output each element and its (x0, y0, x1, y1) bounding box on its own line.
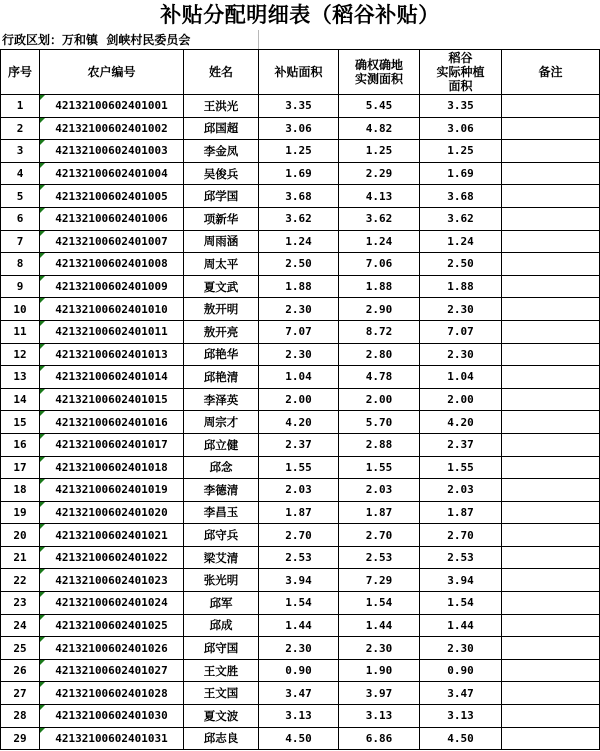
cell-remark (502, 411, 600, 434)
table-row (1, 117, 600, 140)
cell-planted-area: 2.30 (420, 298, 502, 321)
cell-confirmed-area: 2.53 (339, 546, 420, 569)
cell-planted-area: 1.44 (420, 614, 502, 637)
cell-farmer-id: 42132100602401008 (40, 253, 184, 276)
cell-confirmed-area: 1.25 (339, 140, 420, 163)
cell-subsidy-area: 2.70 (259, 524, 339, 547)
cell-seq: 4 (1, 162, 40, 185)
cell-remark (502, 659, 600, 682)
header-seq: 序号 (1, 50, 40, 95)
cell-remark (502, 207, 600, 230)
cell-remark (502, 546, 600, 569)
cell-subsidy-area: 0.90 (259, 659, 339, 682)
cell-remark (502, 95, 600, 118)
cell-remark (502, 117, 600, 140)
table-row (1, 433, 600, 456)
cell-planted-area: 1.25 (420, 140, 502, 163)
table-row (1, 637, 600, 660)
table-row (1, 366, 600, 389)
cell-name: 吴俊兵 (184, 162, 259, 185)
cell-seq: 16 (1, 433, 40, 456)
cell-subsidy-area: 1.69 (259, 162, 339, 185)
header-divider (258, 30, 259, 49)
cell-farmer-id: 42132100602401002 (40, 117, 184, 140)
cell-planted-area: 2.53 (420, 546, 502, 569)
cell-seq: 1 (1, 95, 40, 118)
cell-farmer-id: 42132100602401019 (40, 479, 184, 502)
cell-farmer-id: 42132100602401013 (40, 343, 184, 366)
header-planted-area-line2: 实际种植 (436, 65, 485, 79)
cell-subsidy-area: 3.94 (259, 569, 339, 592)
cell-farmer-id: 42132100602401022 (40, 546, 184, 569)
cell-confirmed-area: 7.06 (339, 253, 420, 276)
cell-farmer-id: 42132100602401028 (40, 682, 184, 705)
cell-seq: 8 (1, 253, 40, 276)
cell-subsidy-area: 2.30 (259, 637, 339, 660)
cell-confirmed-area: 4.82 (339, 117, 420, 140)
header-remark: 备注 (502, 50, 600, 95)
cell-farmer-id: 42132100602401026 (40, 637, 184, 660)
cell-confirmed-area: 1.90 (339, 659, 420, 682)
cell-subsidy-area: 3.06 (259, 117, 339, 140)
cell-seq: 24 (1, 614, 40, 637)
cell-seq: 20 (1, 524, 40, 547)
cell-confirmed-area: 2.88 (339, 433, 420, 456)
cell-farmer-id: 42132100602401010 (40, 298, 184, 321)
cell-farmer-id: 42132100602401016 (40, 411, 184, 434)
cell-name: 邱立健 (184, 433, 259, 456)
cell-name: 王文国 (184, 682, 259, 705)
cell-remark (502, 501, 600, 524)
cell-subsidy-area: 2.00 (259, 388, 339, 411)
cell-planted-area: 1.88 (420, 275, 502, 298)
cell-subsidy-area: 3.62 (259, 207, 339, 230)
cell-remark (502, 433, 600, 456)
cell-planted-area: 3.68 (420, 185, 502, 208)
cell-name: 周宗才 (184, 411, 259, 434)
cell-farmer-id: 42132100602401020 (40, 501, 184, 524)
table-row (1, 727, 600, 750)
header-planted-area-line1: 稻谷 (448, 51, 473, 65)
cell-farmer-id: 42132100602401005 (40, 185, 184, 208)
cell-planted-area: 1.87 (420, 501, 502, 524)
cell-seq: 7 (1, 230, 40, 253)
cell-farmer-id: 42132100602401014 (40, 366, 184, 389)
cell-planted-area: 2.37 (420, 433, 502, 456)
cell-planted-area: 3.94 (420, 569, 502, 592)
cell-seq: 27 (1, 682, 40, 705)
cell-confirmed-area: 3.62 (339, 207, 420, 230)
cell-farmer-id: 42132100602401021 (40, 524, 184, 547)
cell-subsidy-area: 4.20 (259, 411, 339, 434)
table-row (1, 705, 600, 728)
header-subsidy-area: 补贴面积 (259, 50, 339, 95)
cell-subsidy-area: 1.04 (259, 366, 339, 389)
cell-confirmed-area: 6.86 (339, 727, 420, 750)
cell-name: 周太平 (184, 253, 259, 276)
table-row (1, 275, 600, 298)
table-row (1, 230, 600, 253)
cell-confirmed-area: 4.13 (339, 185, 420, 208)
cell-seq: 25 (1, 637, 40, 660)
header-name: 姓名 (184, 50, 259, 95)
cell-farmer-id: 42132100602401031 (40, 727, 184, 750)
cell-confirmed-area: 2.30 (339, 637, 420, 660)
table-row (1, 95, 600, 118)
cell-name: 李金凤 (184, 140, 259, 163)
cell-subsidy-area: 1.24 (259, 230, 339, 253)
cell-remark (502, 524, 600, 547)
cell-confirmed-area: 8.72 (339, 320, 420, 343)
cell-name: 周雨涵 (184, 230, 259, 253)
cell-planted-area: 0.90 (420, 659, 502, 682)
region-label: 行政区划：万和镇 剑峡村民委员会 (2, 33, 191, 47)
cell-farmer-id: 42132100602401024 (40, 592, 184, 615)
header-confirmed-area-line1: 确权确地 (354, 58, 403, 72)
cell-planted-area: 2.30 (420, 343, 502, 366)
cell-remark (502, 140, 600, 163)
cell-subsidy-area: 3.47 (259, 682, 339, 705)
table-row (1, 320, 600, 343)
cell-remark (502, 705, 600, 728)
cell-name: 敖开亮 (184, 320, 259, 343)
cell-name: 邱军 (184, 592, 259, 615)
cell-name: 李德清 (184, 479, 259, 502)
cell-name: 邱念 (184, 456, 259, 479)
cell-seq: 29 (1, 727, 40, 750)
cell-seq: 14 (1, 388, 40, 411)
cell-farmer-id: 42132100602401003 (40, 140, 184, 163)
cell-seq: 19 (1, 501, 40, 524)
cell-confirmed-area: 4.78 (339, 366, 420, 389)
table-row (1, 524, 600, 547)
cell-planted-area: 3.35 (420, 95, 502, 118)
table-row (1, 185, 600, 208)
cell-planted-area: 2.30 (420, 637, 502, 660)
cell-confirmed-area: 1.87 (339, 501, 420, 524)
cell-planted-area: 1.69 (420, 162, 502, 185)
cell-confirmed-area: 2.90 (339, 298, 420, 321)
cell-seq: 17 (1, 456, 40, 479)
cell-farmer-id: 42132100602401007 (40, 230, 184, 253)
cell-confirmed-area: 2.00 (339, 388, 420, 411)
table-row (1, 546, 600, 569)
cell-name: 李昌玉 (184, 501, 259, 524)
cell-remark (502, 569, 600, 592)
cell-seq: 23 (1, 592, 40, 615)
cell-farmer-id: 42132100602401004 (40, 162, 184, 185)
cell-confirmed-area: 2.80 (339, 343, 420, 366)
cell-confirmed-area: 7.29 (339, 569, 420, 592)
cell-farmer-id: 42132100602401006 (40, 207, 184, 230)
table-row (1, 682, 600, 705)
cell-subsidy-area: 3.13 (259, 705, 339, 728)
cell-seq: 3 (1, 140, 40, 163)
table-row (1, 411, 600, 434)
cell-farmer-id: 42132100602401025 (40, 614, 184, 637)
cell-name: 邱学国 (184, 185, 259, 208)
table-row (1, 207, 600, 230)
cell-name: 邱艳华 (184, 343, 259, 366)
header-confirmed-area (339, 50, 420, 95)
cell-remark (502, 185, 600, 208)
cell-farmer-id: 42132100602401018 (40, 456, 184, 479)
cell-farmer-id: 42132100602401001 (40, 95, 184, 118)
cell-remark (502, 275, 600, 298)
cell-remark (502, 682, 600, 705)
cell-name: 王文胜 (184, 659, 259, 682)
table-row (1, 479, 600, 502)
cell-planted-area: 2.50 (420, 253, 502, 276)
cell-farmer-id: 42132100602401009 (40, 275, 184, 298)
cell-planted-area: 1.04 (420, 366, 502, 389)
cell-seq: 28 (1, 705, 40, 728)
cell-confirmed-area: 1.55 (339, 456, 420, 479)
cell-remark (502, 592, 600, 615)
cell-remark (502, 343, 600, 366)
cell-name: 项新华 (184, 207, 259, 230)
cell-seq: 26 (1, 659, 40, 682)
cell-confirmed-area: 5.70 (339, 411, 420, 434)
header-planted-area (420, 50, 502, 95)
cell-name: 夏文波 (184, 705, 259, 728)
cell-subsidy-area: 3.68 (259, 185, 339, 208)
cell-seq: 10 (1, 298, 40, 321)
table-row (1, 592, 600, 615)
cell-planted-area: 1.54 (420, 592, 502, 615)
header-confirmed-area-line2: 实测面积 (354, 72, 403, 86)
cell-remark (502, 320, 600, 343)
cell-remark (502, 366, 600, 389)
cell-subsidy-area: 3.35 (259, 95, 339, 118)
subsidy-table (0, 49, 600, 750)
cell-seq: 18 (1, 479, 40, 502)
cell-planted-area: 3.06 (420, 117, 502, 140)
table-row (1, 388, 600, 411)
table-row (1, 456, 600, 479)
cell-confirmed-area: 2.03 (339, 479, 420, 502)
cell-subsidy-area: 1.44 (259, 614, 339, 637)
cell-subsidy-area: 4.50 (259, 727, 339, 750)
cell-planted-area: 3.13 (420, 705, 502, 728)
cell-subsidy-area: 2.30 (259, 298, 339, 321)
header-planted-area-line3: 面积 (448, 79, 473, 93)
cell-seq: 21 (1, 546, 40, 569)
cell-seq: 2 (1, 117, 40, 140)
cell-name: 张光明 (184, 569, 259, 592)
cell-subsidy-area: 1.88 (259, 275, 339, 298)
cell-confirmed-area: 5.45 (339, 95, 420, 118)
cell-name: 邱志良 (184, 727, 259, 750)
cell-name: 敖开明 (184, 298, 259, 321)
cell-farmer-id: 42132100602401030 (40, 705, 184, 728)
cell-seq: 9 (1, 275, 40, 298)
cell-farmer-id: 42132100602401023 (40, 569, 184, 592)
cell-remark (502, 456, 600, 479)
table-row (1, 140, 600, 163)
cell-remark (502, 479, 600, 502)
cell-farmer-id: 42132100602401011 (40, 320, 184, 343)
cell-confirmed-area: 2.70 (339, 524, 420, 547)
cell-remark (502, 253, 600, 276)
cell-seq: 13 (1, 366, 40, 389)
cell-remark (502, 162, 600, 185)
cell-farmer-id: 42132100602401015 (40, 388, 184, 411)
table-row (1, 659, 600, 682)
cell-confirmed-area: 1.24 (339, 230, 420, 253)
cell-seq: 5 (1, 185, 40, 208)
cell-seq: 6 (1, 207, 40, 230)
cell-confirmed-area: 3.97 (339, 682, 420, 705)
cell-seq: 22 (1, 569, 40, 592)
cell-seq: 12 (1, 343, 40, 366)
cell-confirmed-area: 1.44 (339, 614, 420, 637)
cell-planted-area: 2.70 (420, 524, 502, 547)
cell-name: 邱艳清 (184, 366, 259, 389)
cell-subsidy-area: 7.07 (259, 320, 339, 343)
cell-subsidy-area: 1.55 (259, 456, 339, 479)
cell-name: 邱守国 (184, 637, 259, 660)
cell-subsidy-area: 2.37 (259, 433, 339, 456)
cell-name: 梁艾清 (184, 546, 259, 569)
cell-subsidy-area: 2.50 (259, 253, 339, 276)
cell-seq: 15 (1, 411, 40, 434)
table-row (1, 569, 600, 592)
cell-remark (502, 637, 600, 660)
header-farmer-id: 农户编号 (40, 50, 184, 95)
table-row (1, 614, 600, 637)
table-header-row (1, 50, 600, 95)
cell-confirmed-area: 3.13 (339, 705, 420, 728)
cell-name: 夏文武 (184, 275, 259, 298)
cell-name: 王洪光 (184, 95, 259, 118)
cell-seq: 11 (1, 320, 40, 343)
cell-confirmed-area: 1.88 (339, 275, 420, 298)
cell-subsidy-area: 2.03 (259, 479, 339, 502)
table-row (1, 343, 600, 366)
table-row (1, 501, 600, 524)
cell-subsidy-area: 2.53 (259, 546, 339, 569)
cell-planted-area: 7.07 (420, 320, 502, 343)
cell-planted-area: 2.03 (420, 479, 502, 502)
cell-name: 邱守兵 (184, 524, 259, 547)
cell-subsidy-area: 1.25 (259, 140, 339, 163)
cell-subsidy-area: 1.54 (259, 592, 339, 615)
table-row (1, 253, 600, 276)
cell-remark (502, 298, 600, 321)
cell-farmer-id: 42132100602401027 (40, 659, 184, 682)
cell-planted-area: 1.55 (420, 456, 502, 479)
cell-planted-area: 3.47 (420, 682, 502, 705)
cell-planted-area: 4.50 (420, 727, 502, 750)
cell-planted-area: 4.20 (420, 411, 502, 434)
cell-remark (502, 230, 600, 253)
cell-remark (502, 388, 600, 411)
cell-subsidy-area: 1.87 (259, 501, 339, 524)
cell-farmer-id: 42132100602401017 (40, 433, 184, 456)
cell-planted-area: 3.62 (420, 207, 502, 230)
cell-confirmed-area: 1.54 (339, 592, 420, 615)
cell-name: 邱成 (184, 614, 259, 637)
page-title: 补贴分配明细表（稻谷补贴） (160, 3, 440, 27)
cell-remark (502, 614, 600, 637)
cell-name: 李泽英 (184, 388, 259, 411)
cell-confirmed-area: 2.29 (339, 162, 420, 185)
cell-remark (502, 727, 600, 750)
cell-planted-area: 2.00 (420, 388, 502, 411)
table-row (1, 162, 600, 185)
table-row (1, 298, 600, 321)
cell-subsidy-area: 2.30 (259, 343, 339, 366)
cell-name: 邱国超 (184, 117, 259, 140)
cell-planted-area: 1.24 (420, 230, 502, 253)
